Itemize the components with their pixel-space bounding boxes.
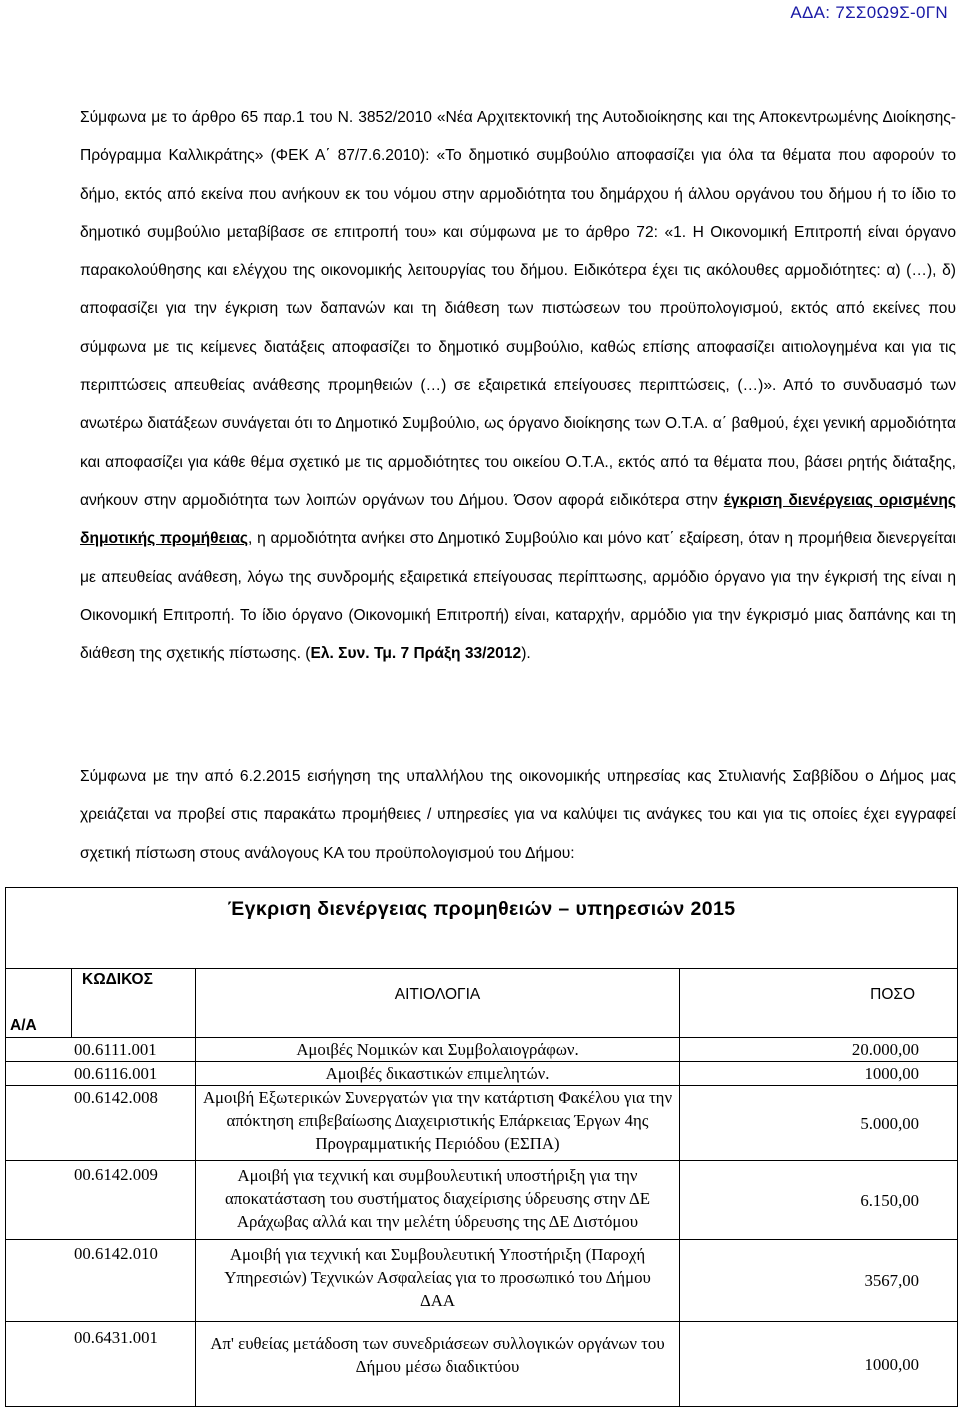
table-header-row — [6, 969, 958, 1038]
paragraph-text: , η αρμοδιότητα ανήκει στο Δημοτικό Συμβούλιο και μόνο κατ΄ εξαίρεση, όταν η προμήθεια διενεργείται με απευθείας ανάθεση, λόγω της συνδρομής εξαιρετικά επείγουσας περίπτωσης, αρμόδιο όργανο για την έγκρισή της είναι η Οικονομική Επιτροπή. Το ίδιο όργανο (Οικονομική Επιτροπή) είναι, καταρχήν, αρμόδιο για την έγκρισμό μιας δαπάνης και τη διάθεση της σχετικής πίστωσης. ( — [80, 530, 956, 663]
paragraph-text: Σύμφωνα με το άρθρο 65 παρ.1 του Ν. 3852/2010 «Νέα Αρχιτεκτονική της Αυτοδιοίκησης και της Αποκεντρωμένης Διοίκησης-Πρόγραμμα Καλλικράτης» (ΦΕΚ Α΄ 87/7.6.2010): «Το δημοτικό συμβούλιο αποφασίζει για όλα τα θέματα που αφορούν το δήμο, εκτός από εκείνα που ανήκουν εκ του νόμου στην αρμοδιότητα του δημάρχου ή άλλου οργάνου του δήμου ή το ίδιο το δημοτικό συμβούλιο μεταβίβασε σε επιτροπή του» και σύμφωνα με το άρθρο 72: «1. Η Οικονομική Επιτροπή είναι όργανο παρακολούθησης και ελέγχου της οικονομικής λειτουργίας του δήμου. Ειδικότερα έχει τις ακόλουθες αρμοδιότητες: α) (…), δ) αποφασίζει για την έγκριση των δαπανών και τη διάθεση των πιστώσεων του προϋπολογισμού, εκτός από εκείνες που σύμφωνα με τις κείμενες διατάξεις αποφασίζει το δημοτικό συμβούλιο, καθώς επίσης αποφασίζει αιτιολογημένα και για τις περιπτώσεις απευθείας ανάθεσης προμηθειών (…) σε εξαιρετικά επείγουσες περιπτώσεις, (…)». Από το συνδυασμό των ανωτέρω διατάξεων συνάγεται ότι το Δημοτικό Συμβούλιο, ως όργανο διοίκησης των Ο.Τ.Α. α΄ βαθμού, έχει γενική αρμοδιότητα και αποφασίζει για κάθε θέμα σχετικό με τις αρμοδιότητες του οικείου Ο.Τ.Α., εκτός από τα θέματα που, βάσει ρητής διάταξης, ανήκουν στην αρμοδιότητα των λοιπών οργάνων του Δήμου. Όσον αφορά ειδικότερα στην — [80, 109, 956, 509]
row-amount: 6.150,00 — [680, 1161, 958, 1240]
header-amount: ΠΟΣΟ — [680, 969, 958, 1038]
row-description: Αμοιβή Εξωτερικών Συνεργατών για την κατάρτιση Φακέλου για την απόκτηση επιβεβαίωσης Διαχειριστικής Επάρκειας Έργων 4ης Προγραμματικής Περιόδου (ΕΣΠΑ) — [196, 1086, 680, 1161]
table-row — [6, 1161, 958, 1240]
ada-code: ΑΔΑ: 7ΣΣ0Ω9Σ-0ΓΝ — [790, 3, 948, 22]
row-description: Αμοιβές Νομικών και Συμβολαιογράφων. — [196, 1038, 680, 1062]
legal-paragraph — [80, 99, 956, 673]
row-description: Αμοιβή για τεχνική και Συμβουλευτική Υποστήριξη (Παροχή Υπηρεσιών) Τεχνικών Ασφαλείας για το προσωπικό του Δήμου ΔΑΑ — [196, 1240, 680, 1322]
table-row — [6, 1240, 958, 1322]
row-amount: 3567,00 — [680, 1240, 958, 1322]
header-reason: ΑΙΤΙΟΛΟΓΙΑ — [196, 969, 680, 1038]
row-description: Αμοιβές δικαστικών επιμελητών. — [196, 1062, 680, 1086]
row-code: 00.6142.010 — [6, 1240, 196, 1322]
table-title-cell — [6, 888, 958, 969]
row-amount: 1000,00 — [680, 1322, 958, 1407]
header-code: ΚΩΔΙΚΟΣ — [72, 969, 196, 1038]
row-code: 00.6142.009 — [6, 1161, 196, 1240]
row-description: Αμοιβή για τεχνική και συμβουλευτική υποστήριξη για την αποκατάσταση του συστήματος διαχείρισης ύδρευσης στην ΔΕ Αράχωβας αλλά και την μελέτη ύδρευσης της ΔΕ Διστόμου — [196, 1161, 680, 1240]
row-code: 00.6431.001 — [6, 1322, 196, 1407]
row-code: 00.6142.008 — [6, 1086, 196, 1161]
table-title: Έγκριση διενέργειας προμηθειών – υπηρεσιών 2015 — [227, 898, 736, 920]
paragraph-text: ). — [521, 645, 531, 663]
table-row — [6, 1086, 958, 1161]
row-amount: 20.000,00 — [680, 1038, 958, 1062]
request-paragraph: Σύμφωνα με την από 6.2.2015 εισήγηση της υπαλλήλου της οικονομικής υπηρεσίας κας Στυλιανής Σαββίδου ο Δήμος μας χρειάζεται να προβεί στις παρακάτω προμήθειες / υπηρεσίες για να καλύψει τις ανάγκες του και για τις οποίες έχει εγγραφεί σχετική πίστωση στους ανάλογους ΚΑ του προϋπολογισμού του Δήμου: — [80, 768, 956, 862]
header-aa: Α/Α — [6, 969, 72, 1038]
reference-text: Ελ. Συν. Τμ. 7 Πράξη 33/2012 — [310, 645, 522, 663]
row-code: 00.6111.001 — [6, 1038, 196, 1062]
row-amount: 1000,00 — [680, 1062, 958, 1086]
row-amount: 5.000,00 — [680, 1086, 958, 1161]
table-row — [6, 1322, 958, 1407]
row-description: Απ' ευθείας μετάδοση των συνεδριάσεων συλλογικών οργάνων του Δήμου μέσω διαδικτύου — [196, 1322, 680, 1407]
procurement-table — [5, 887, 958, 1407]
row-code: 00.6116.001 — [6, 1062, 196, 1086]
emphasis-text: έγκριση διενέργειας ορισμένης δημοτικής προμήθειας — [80, 491, 956, 548]
table-row — [6, 1062, 958, 1086]
table-row — [6, 1038, 958, 1062]
